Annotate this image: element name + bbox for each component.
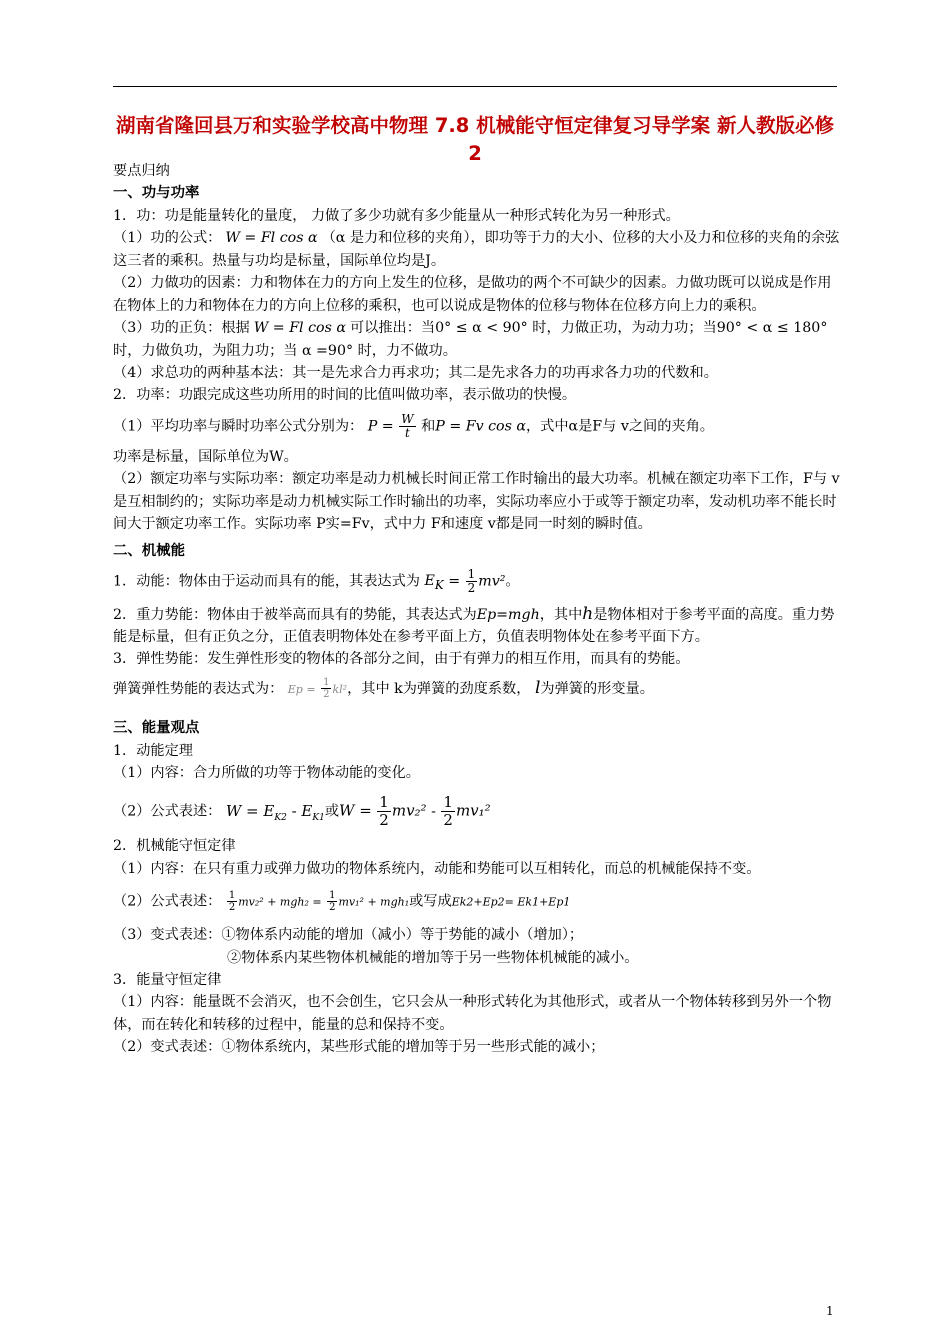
label-work-sign: （3）功的正负：根据 (113, 320, 250, 337)
para-energy-conservation-variant: （2）变式表述：①物体系统内，某些形式能的增加等于另一些形式能的减小； (113, 1039, 605, 1056)
text-and: 和 (421, 418, 436, 435)
elastic-half-denominator: 2 (323, 689, 330, 701)
header-rule (113, 86, 837, 87)
section-heading-energy-view: 三、能量观点 (113, 720, 200, 737)
cons-half-1-den: 2 (228, 902, 236, 914)
para-conservation-variant-2: ②物体系内某些物体机械能的增加等于另一些物体机械能的减小。 (227, 949, 639, 966)
formula-cons-right: mv₁² + mgh₁ (338, 895, 410, 909)
theorem-half-2-den: 2 (443, 811, 453, 830)
fraction-cons-half-2 (327, 890, 337, 913)
fraction-denominator: t (404, 425, 410, 440)
fraction-cons-half-1 (227, 890, 237, 913)
symbol-h: h (582, 603, 594, 624)
document-title: 湖南省隆回县万和实验学校高中物理 7.8 机械能守恒定律复习导学案 新人教版必修2 (116, 114, 834, 165)
fraction-theorem-half-1 (377, 794, 391, 829)
para-work-formula (113, 227, 841, 272)
label-power-formula: （1）平均功率与瞬时功率公式分别为： (113, 418, 364, 435)
ek-letter: E (424, 573, 435, 590)
page-number: 1 (826, 1304, 834, 1318)
formula-work-repeat: W = Fl cos α (253, 320, 346, 337)
text-elastic-formula: 弹簧弹性势能的表达式为： (113, 680, 284, 697)
label-work-formula: （1）功的公式： (113, 230, 222, 247)
theorem-b-term2: mv₁² (455, 801, 491, 820)
para-power-scalar: 功率是标量，国际单位为W。 (113, 448, 298, 465)
cons-half-1-num: 1 (228, 890, 236, 902)
theorem-a-sub2: K2 (274, 812, 287, 823)
formula-ek-rhs: mv² (478, 573, 506, 590)
fraction-one-half (466, 568, 478, 595)
formula-theorem-b-lhs: W = (339, 801, 372, 820)
theorem-b-minus: - (426, 803, 441, 820)
label-conservation-formula: （2）公式表述： (113, 893, 222, 910)
para-ke-theorem-formula (113, 794, 841, 829)
half-denominator: 2 (467, 580, 476, 595)
document-body (113, 160, 841, 1059)
para-kinetic-energy: 1．动能：物体由于运动而具有的能，其表达式为 $E_K$ = $\frac{1}{2}$ mv²。 (113, 566, 520, 595)
theorem-a-sub1: K1 (312, 812, 325, 823)
text-spring-constant: ，其中 k为弹簧的劲度系数， (347, 680, 531, 697)
cons-half-2-den: 2 (329, 902, 336, 914)
formula-elastic-rhs: kl² (332, 682, 348, 696)
para-energy-conservation-title: 3．能量守恒定律 (113, 972, 222, 989)
para-work-factors: （2）力做功的因素：力和物体在力的方向上发生的位移，是做功的两个不可缺少的因素。力做功既可以说成是作用在物体上的力和物体在力的方向上位移的乘积，也可以说成是物体的位移与物体在位移方向上力的乘积。 (113, 275, 832, 314)
formula-ep: Ep=mgh (476, 606, 540, 623)
ek-equals: = (448, 573, 461, 590)
para-rated-power: （2）额定功率与实际功率：额定功率是动力机械长时间正常工作时输出的最大功率。机械在额定功率下工作，F与 v是互相制约的；实际功率是动力机械实际工作时输出的功率，实际功率应小于或等于额定功率，发动机功率不能长时间大于额定功率工作。实际功率 P实=Fv，式中力 F和速度 v都是同一时刻的瞬时值。 (113, 471, 840, 533)
elastic-half-numerator: 1 (323, 677, 330, 689)
text-work-sign: 可以推出：当0° ≤ α < 90° 时，力做正功，为动力功；当90° < α ≤ 180° 时，力做负功，为阻力功；当 α =90° 时，力不做功。 (113, 320, 828, 359)
formula-cons-left: mv₂² + mgh₂ = (238, 895, 322, 909)
theorem-half-2-num: 1 (443, 793, 453, 812)
formula-power-instant: P = Fv cos α (435, 418, 526, 435)
cons-half-2-num: 1 (329, 890, 336, 902)
text-or: 或 (324, 803, 340, 820)
para-conservation-formula (113, 890, 841, 914)
symbol-l: l (534, 677, 541, 698)
para-power-definition: 2．功率：功跟完成这些功所用的时间的比值叫做功率，表示做功的快慢。 (113, 387, 577, 404)
para-total-work: （4）求总功的两种基本法：其一是先求合力再求功；其二是先求各力的功再求各力功的代数和。 (113, 365, 718, 382)
text-or-written: 或写成 (409, 893, 452, 910)
section-heading-mechanical-energy: 二、机械能 (113, 542, 185, 559)
para-ke-theorem-title: 1．动能定理 (113, 742, 193, 759)
para-energy-conservation-content: （1）内容：能量既不会消灭，也不会创生，它只会从一种形式转化为其他形式，或者从一个物体转移到另外一个物体，而在转化和转移的过程中，能量的总和保持不变。 (113, 994, 832, 1033)
fraction-numerator: W (401, 411, 414, 426)
formula-elastic-lhs: Ep = (287, 682, 316, 696)
formula-power-lhs: P = (367, 418, 394, 435)
text-power-angle: ，式中α是F与 v之间的夹角。 (525, 418, 714, 435)
para-conservation-title: 2．机械能守恒定律 (113, 838, 236, 855)
para-conservation-variant-1: （3）变式表述：①物体系内动能的增加（减小）等于势能的减小（增加）； (113, 927, 584, 944)
theorem-b-term1: mv₂² (391, 801, 427, 820)
formula-ke-theorem-a (225, 801, 325, 823)
text-kinetic-energy: 1．动能：物体由于运动而具有的能，其表达式为 (113, 573, 420, 590)
text-gravitational-pe: 2．重力势能：物体由于被举高而具有的势能，其表达式为 (113, 606, 477, 623)
formula-work: W = Fl cos α (225, 230, 318, 247)
half-numerator: 1 (467, 566, 476, 581)
theorem-half-1-num: 1 (379, 793, 389, 812)
fraction-elastic-half (321, 677, 331, 700)
section-intro: 要点归纳 (113, 163, 170, 179)
para-ke-theorem-content: （1）内容：合力所做的功等于物体动能的变化。 (113, 765, 420, 782)
para-gravitational-pe (113, 603, 841, 649)
text-where: ，其中 (539, 606, 583, 623)
fraction-w-over-t (399, 413, 415, 440)
theorem-half-1-den: 2 (379, 811, 389, 830)
para-work-definition: 1．功：功是能量转化的量度， 力做了多少功就有多少能量从一种形式转化为另一种形式。 (113, 207, 680, 224)
para-power-formula (113, 413, 841, 440)
text-work-formula: （α 是力和位移的夹角），即功等于力的大小、位移的大小及力和位移的夹角的余弦这三者的乘积。热量与功均是标量，国际单位均是J。 (113, 230, 840, 269)
para-elastic-formula (113, 677, 841, 701)
para-conservation-content: （1）内容：在只有重力或弹力做功的物体系统内，动能和势能可以互相转化，而总的机械能保持不变。 (113, 860, 761, 877)
label-ke-theorem-formula: （2）公式表述： (113, 803, 222, 820)
formula-cons-alt: Ek2+Ep2= Ek1+Ep1 (451, 895, 571, 909)
theorem-a-w: W = E (225, 801, 275, 820)
text-gravitational-pe-desc: 是物体相对于参考平面的高度。重力势能是标量，但有正负之分，正值表明物体处在参考平面上方，负值表明物体处在参考平面下方。 (113, 606, 835, 646)
para-elastic-pe: 3．弹性势能：发生弹性形变的物体的各部分之间，由于有弹力的相互作用，而具有的势能。 (113, 651, 690, 668)
fraction-theorem-half-2 (441, 794, 455, 829)
section-heading-work-power: 一、功与功率 (113, 185, 200, 202)
text-deformation: 为弹簧的形变量。 (540, 680, 654, 697)
ek-subscript: K (434, 578, 444, 593)
para-work-sign (113, 317, 841, 362)
theorem-a-mid: - E (286, 801, 313, 820)
formula-ek-symbol (424, 573, 444, 593)
